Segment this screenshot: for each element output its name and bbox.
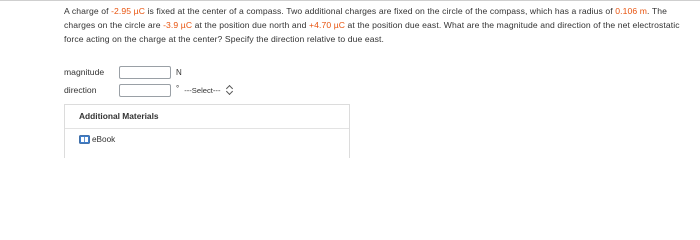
top-divider <box>0 0 700 1</box>
ebook-link[interactable] <box>79 135 115 144</box>
east-charge-value: +4.70 µC <box>308 20 346 31</box>
magnitude-input[interactable] <box>119 66 171 79</box>
direction-row <box>64 83 234 97</box>
radius-value: 0.106 m <box>615 6 648 16</box>
book-icon <box>79 135 90 144</box>
additional-materials-title: Additional Materials <box>79 111 159 121</box>
magnitude-row <box>64 65 182 79</box>
additional-materials-panel <box>64 104 350 158</box>
ebook-label: eBook <box>92 135 116 144</box>
problem-text-part: at the position due east. What are the magnitude and direction of the net electrostatic force acting on the charge at the center? Specify the direction relative to due east. <box>64 20 680 45</box>
north-charge-value: -3.9 µC <box>163 20 193 31</box>
problem-text-part: A charge of <box>64 6 112 16</box>
problem-text-part: at the position due north and <box>192 20 309 31</box>
direction-input[interactable] <box>119 84 171 97</box>
direction-unit: ° <box>176 83 180 93</box>
magnitude-label: magnitude <box>64 67 105 77</box>
problem-text <box>64 4 690 47</box>
center-charge-value: -2.95 µC <box>111 6 146 16</box>
problem-text-part: is fixed at the center of a compass. Two additional charges are fixed on the circle of the compass, which has a radius of <box>145 6 616 16</box>
problem-text-part: . The charges on the circle are <box>64 6 667 31</box>
panel-divider <box>65 128 349 129</box>
direction-label: direction <box>64 85 97 95</box>
direction-select[interactable] <box>184 85 234 95</box>
magnitude-unit: N <box>176 67 182 77</box>
direction-select-value: ---Select--- <box>184 85 221 95</box>
up-down-chevron-icon <box>226 85 234 95</box>
